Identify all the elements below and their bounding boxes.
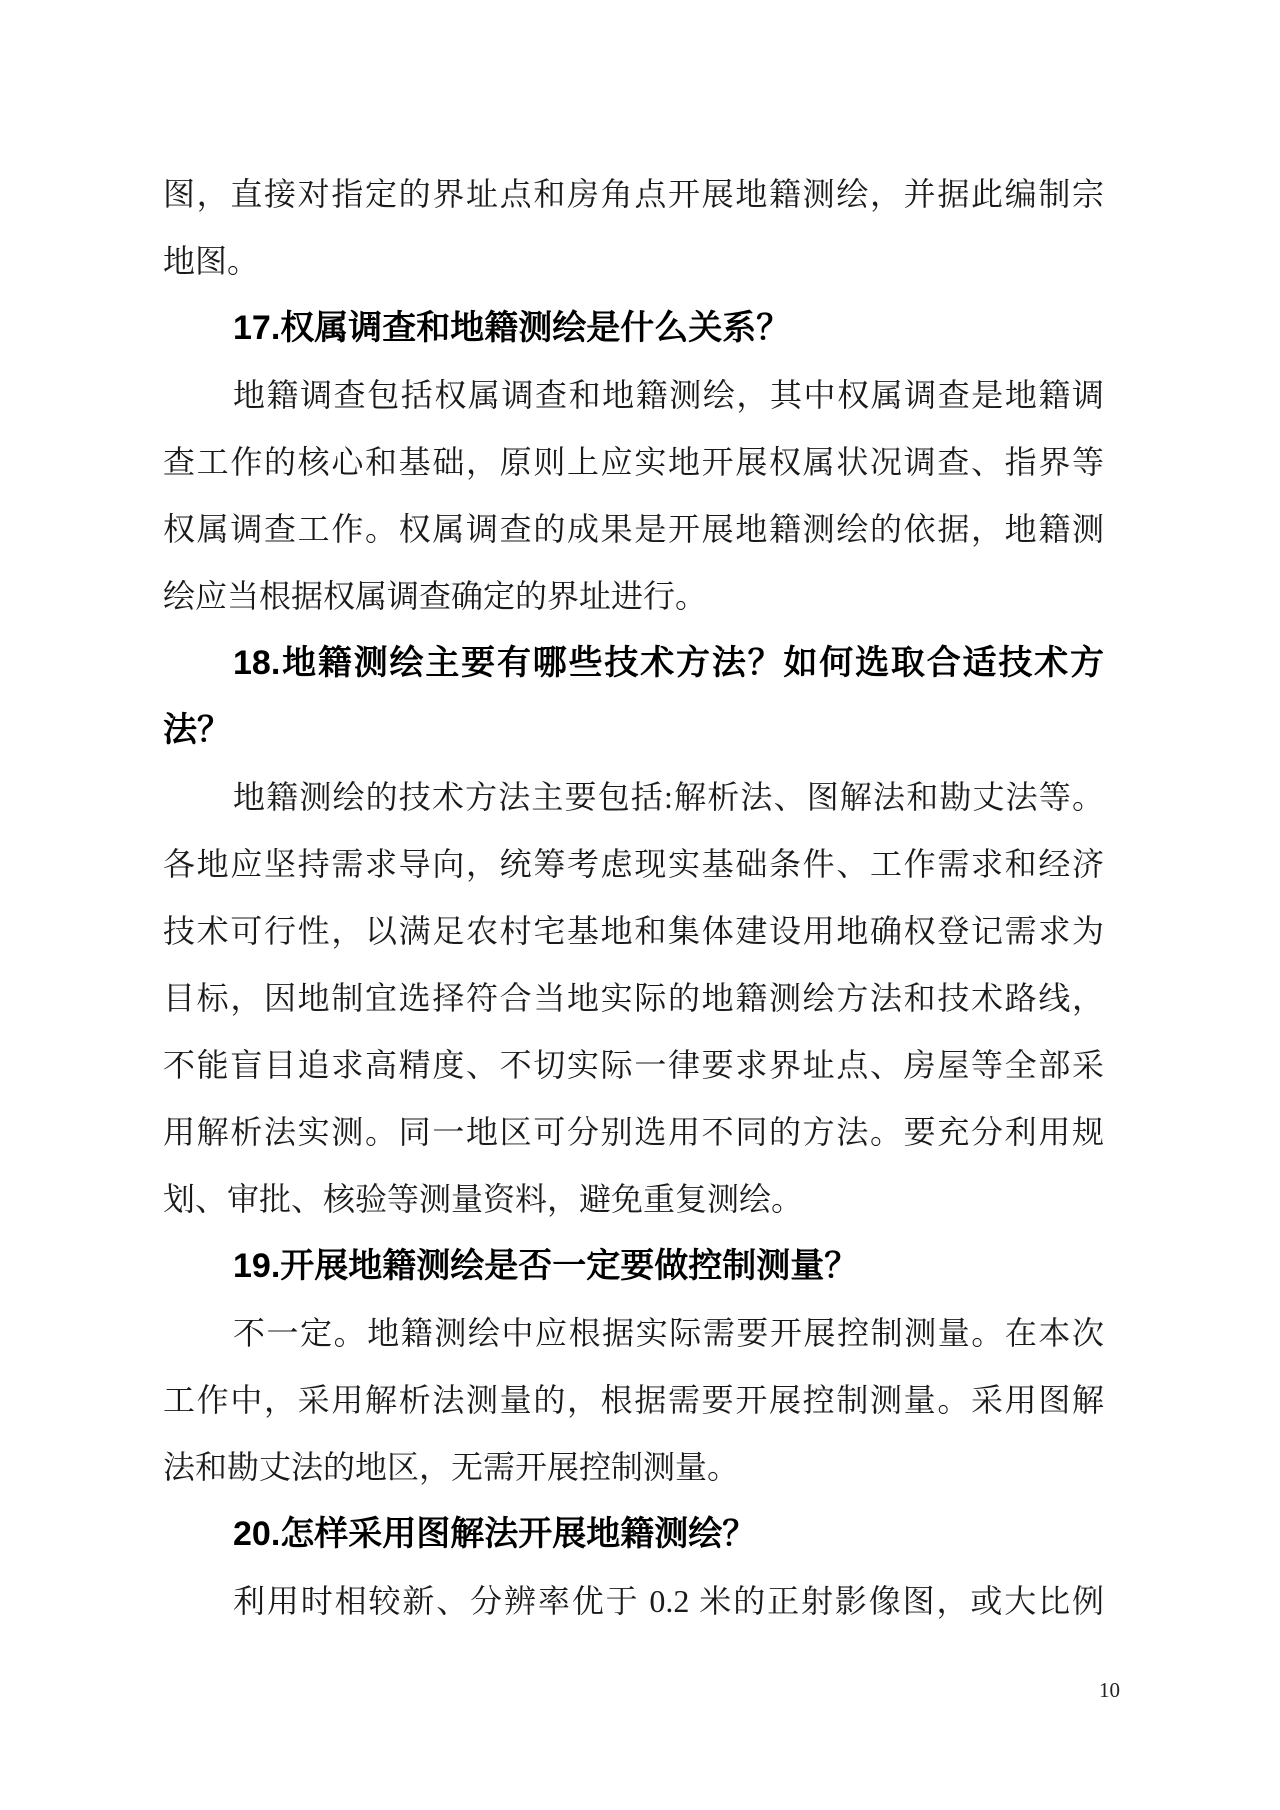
section-heading-19: 19.开展地籍测绘是否一定要做控制测量？ bbox=[233, 1247, 859, 1285]
text-line: 地图。 bbox=[163, 243, 260, 279]
text-line: 绘应当根据权属调查确定的界址进行。 bbox=[163, 578, 708, 614]
document-body bbox=[163, 161, 1104, 1635]
text-line: 目标，因地制宜选择符合当地实际的地籍测绘方法和技术路线， bbox=[163, 980, 1104, 1016]
text-line: 用解析法实测。同一地区可分别选用不同的方法。要充分利用规 bbox=[163, 1114, 1104, 1150]
text-line: 查工作的核心和基础，原则上应实地开展权属状况调查、指界等 bbox=[163, 444, 1104, 480]
text-line: 工作中，采用解析法测量的，根据需要开展控制测量。采用图解 bbox=[163, 1382, 1104, 1418]
text-line: 法和勘丈法的地区，无需开展控制测量。 bbox=[163, 1449, 740, 1485]
section-heading-20: 20.怎样采用图解法开展地籍测绘？ bbox=[233, 1515, 757, 1553]
section-heading-18: 18.地籍测绘主要有哪些技术方法？如何选取合适技术方 bbox=[233, 644, 1104, 682]
text-line: 权属调查工作。权属调查的成果是开展地籍测绘的依据，地籍测 bbox=[163, 511, 1104, 547]
section-heading-17: 17.权属调查和地籍测绘是什么关系？ bbox=[233, 309, 791, 347]
text-line: 各地应坚持需求导向，统筹考虑现实基础条件、工作需求和经济 bbox=[163, 846, 1104, 882]
text-line: 不一定。地籍测绘中应根据实际需要开展控制测量。在本次 bbox=[233, 1315, 1104, 1351]
text-line: 划、审批、核验等测量资料，避免重复测绘。 bbox=[163, 1181, 804, 1217]
text-line: 地籍调查包括权属调查和地籍测绘，其中权属调查是地籍调 bbox=[233, 377, 1104, 413]
text-line: 技术可行性，以满足农村宅基地和集体建设用地确权登记需求为 bbox=[163, 913, 1104, 949]
page-number: 10 bbox=[1099, 1678, 1120, 1702]
section-heading-18-cont: 法？ bbox=[163, 711, 231, 749]
text-line: 图，直接对指定的界址点和房角点开展地籍测绘，并据此编制宗 bbox=[163, 176, 1104, 212]
text-line: 地籍测绘的技术方法主要包括:解析法、图解法和勘丈法等。 bbox=[233, 779, 1104, 815]
text-line: 利用时相较新、分辨率优于 0.2 米的正射影像图，或大比例 bbox=[233, 1583, 1104, 1619]
text-line: 不能盲目追求高精度、不切实际一律要求界址点、房屋等全部采 bbox=[163, 1047, 1104, 1083]
